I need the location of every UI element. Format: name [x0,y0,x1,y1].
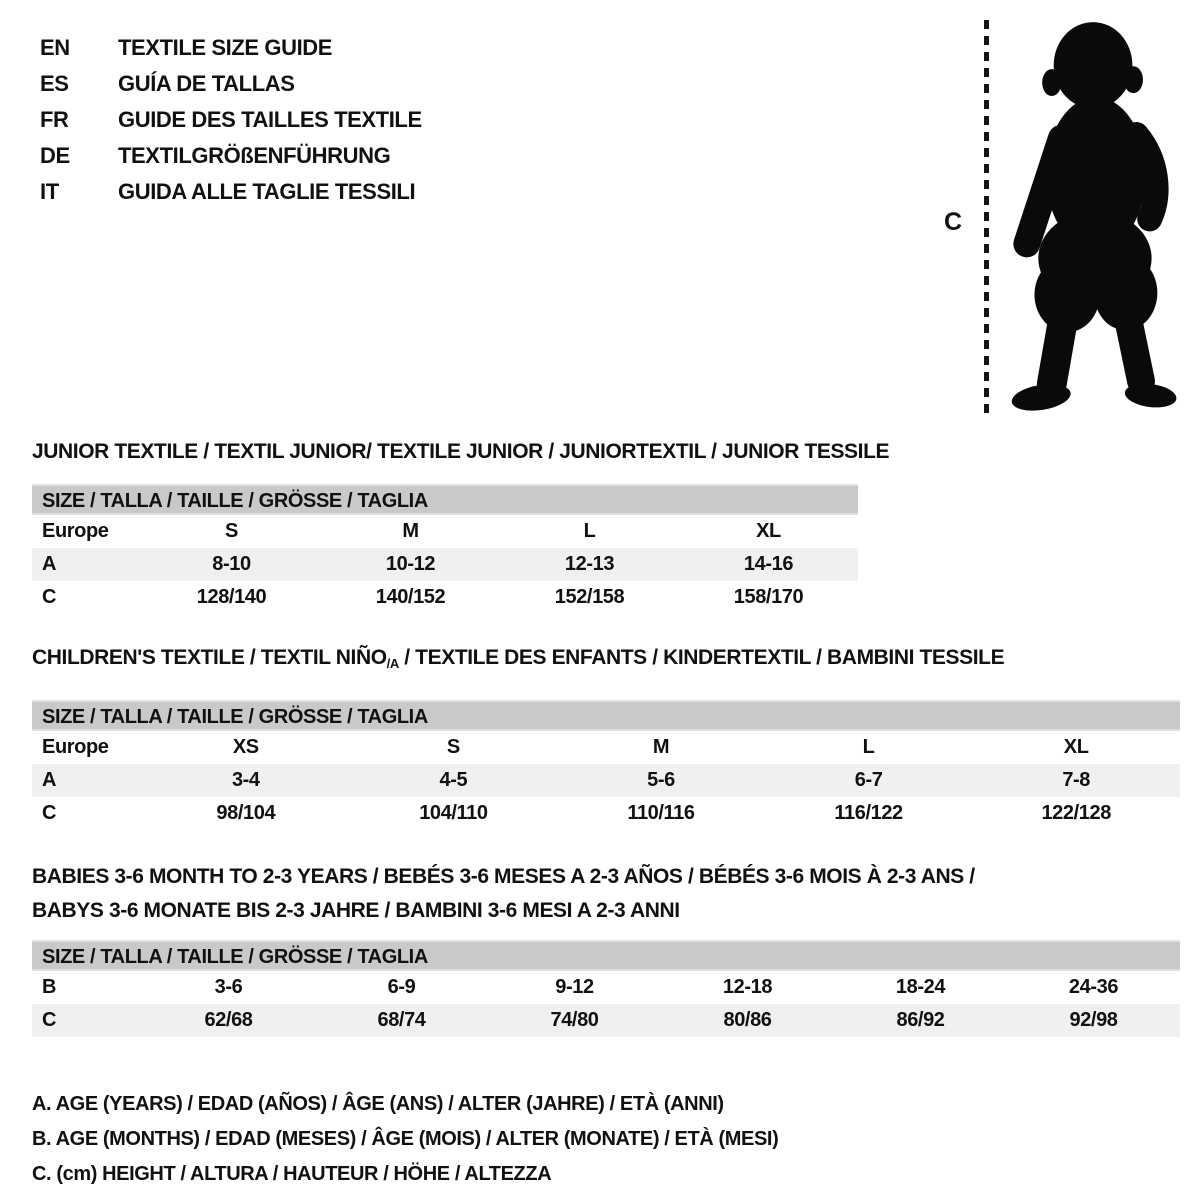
row-label: C [42,586,57,608]
table-cell: 3-4 [231,769,260,791]
babies-title-line2: BABYS 3-6 MONATE BIS 2-3 JAHRE / BAMBINI 3-6 MESI A 2-3 ANNI [32,899,680,922]
table-cell: 92/98 [1069,1009,1118,1031]
guide-title: TEXTILGRÖßENFÜHRUNG [118,143,391,168]
table-cell: 62/68 [204,1009,253,1031]
toddler-silhouette-icon [998,14,1190,420]
language-code: ES [40,71,69,96]
table-cell: 5-6 [647,769,675,791]
height-measure-label: C [944,208,962,236]
table-cell: 14-16 [743,553,794,575]
table-row-height [32,1004,1180,1037]
children-size-table [32,731,1180,830]
table-cell: 74/80 [550,1009,599,1031]
language-row [40,30,422,66]
size-column-header: XL [756,520,781,542]
row-label: C [42,1009,57,1031]
language-code: FR [40,107,69,132]
children-title-post: / TEXTILE DES ENFANTS / KINDERTEXTIL / BAMBINI TESSILE [398,646,1005,669]
table-cell: 6-7 [854,769,883,791]
note-age-years: A. AGE (YEARS) / EDAD (AÑOS) / ÂGE (ANS) / ALTER (JAHRE) / ETÀ (ANNI) [32,1093,724,1115]
children-section-title [32,646,1180,676]
size-column-header: L [862,736,875,758]
babies-section-title [32,860,1180,928]
section-babies-textile [32,860,1180,1037]
table-row-region [32,731,1180,764]
table-cell: 104/110 [419,802,488,824]
language-row [40,66,422,102]
guide-title: GUIDE DES TAILLES TEXTILE [118,107,422,132]
table-cell: 122/128 [1041,802,1111,824]
size-column-header: XS [232,736,259,758]
header [32,0,1180,430]
language-code: EN [40,35,70,60]
size-column-header: S [225,520,238,542]
table-cell: 98/104 [216,802,276,824]
language-row [40,102,422,138]
table-cell: 86/92 [896,1009,945,1031]
row-label: C [42,802,57,824]
table-cell: 158/170 [733,586,804,608]
table-row-height [32,797,1180,830]
language-row [40,174,422,210]
table-cell: 18-24 [895,976,946,998]
table-row-height [32,581,858,614]
junior-size-table [32,515,858,614]
size-header-bar: SIZE / TALLA / TAILLE / GRÖSSE / TAGLIA [32,484,858,515]
size-column-header: S [446,736,460,758]
table-cell: 12-13 [564,553,615,575]
size-column-header: M [652,736,670,758]
note-age-months: B. AGE (MONTHS) / EDAD (MESES) / ÂGE (MOIS) / ALTER (MONATE) / ETÀ (MESI) [32,1128,779,1150]
table-cell: 10-12 [385,553,436,575]
section-children-textile [32,646,1180,830]
language-code: DE [40,143,70,168]
table-cell: 4-5 [439,769,468,791]
size-header-bar: SIZE / TALLA / TAILLE / GRÖSSE / TAGLIA [32,700,1180,731]
region-label: Europe [42,736,109,758]
table-cell: 6-9 [387,976,416,998]
table-cell: 12-18 [722,976,773,998]
guide-title: TEXTILE SIZE GUIDE [118,35,333,60]
babies-size-table [32,971,1180,1037]
legend-notes [32,1087,1180,1192]
section-junior-textile [32,440,1180,614]
babies-title-line1: BABIES 3-6 MONTH TO 2-3 YEARS / BEBÉS 3-6 MESES A 2-3 AÑOS / BÉBÉS 3-6 MOIS À 2-3 ANS / [32,865,975,888]
table-cell: 110/116 [627,802,695,824]
table-cell: 140/152 [375,586,446,608]
table-row-months [32,971,1180,1004]
language-title-list [40,30,422,210]
height-measure-figure [912,12,1200,422]
row-label: A [42,553,57,575]
junior-section-title: JUNIOR TEXTILE / TEXTIL JUNIOR/ TEXTILE JUNIOR / JUNIORTEXTIL / JUNIOR TESSILE [32,440,890,463]
children-title-subscript: /A [386,656,399,671]
table-row-age [32,548,858,581]
table-row-region [32,515,858,548]
size-header-bar: SIZE / TALLA / TAILLE / GRÖSSE / TAGLIA [32,940,1180,971]
table-cell: 152/158 [554,586,625,608]
row-label: B [42,976,57,998]
dashed-height-line-icon [984,20,989,416]
table-cell: 80/86 [723,1009,772,1031]
language-row [40,138,422,174]
table-cell: 7-8 [1062,769,1091,791]
row-label: A [42,769,57,791]
table-cell: 3-6 [214,976,243,998]
note-height-cm: C. (cm) HEIGHT / ALTURA / HAUTEUR / HÖHE / ALTEZZA [32,1163,552,1185]
language-code: IT [40,179,59,204]
table-row-age [32,764,1180,797]
size-column-header: XL [1063,736,1089,758]
region-label: Europe [42,520,109,542]
guide-title: GUÍA DE TALLAS [118,71,295,96]
table-cell: 9-12 [555,976,594,998]
size-column-header: L [583,520,596,542]
size-column-header: M [402,520,419,542]
table-cell: 8-10 [212,553,251,575]
table-cell: 24-36 [1068,976,1119,998]
children-title-pre: CHILDREN'S TEXTILE / TEXTIL NIÑO [32,646,387,669]
guide-title: GUIDA ALLE TAGLIE TESSILI [118,179,416,204]
table-cell: 116/122 [834,802,903,824]
table-cell: 68/74 [377,1009,426,1031]
table-cell: 128/140 [196,586,267,608]
